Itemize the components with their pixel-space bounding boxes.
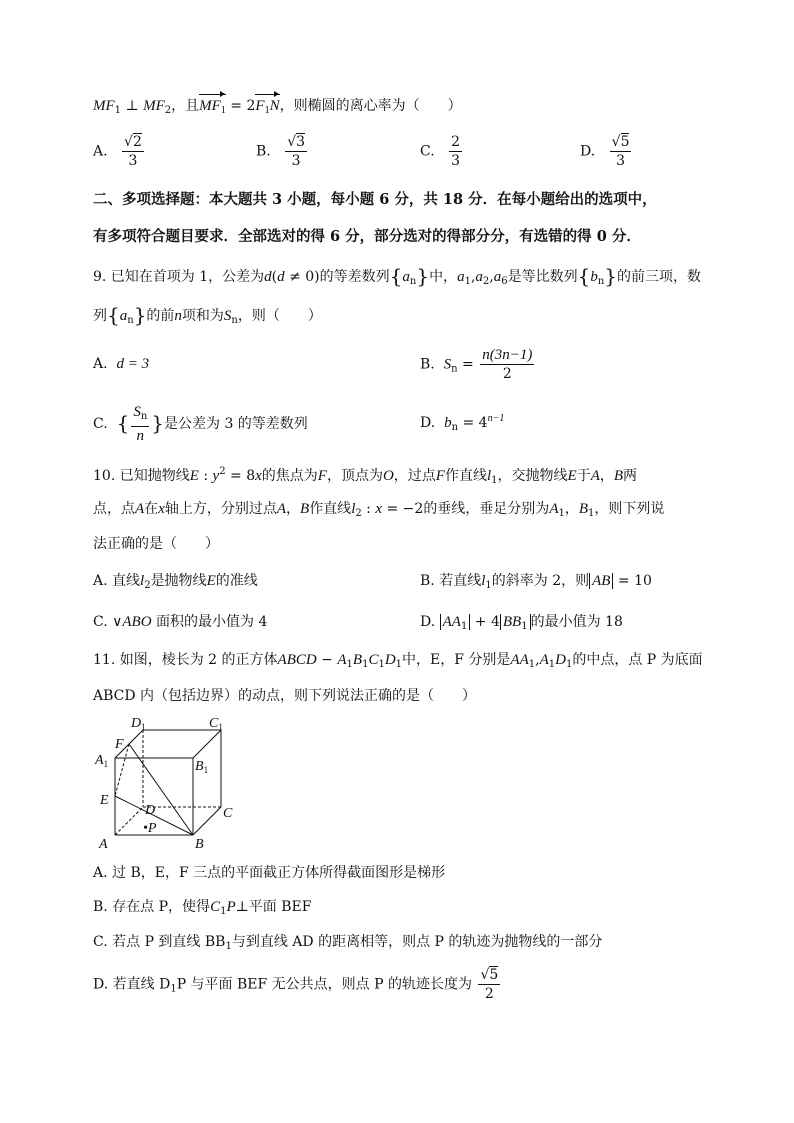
q8-condition-line: $MF_1$ ⊥ $MF_2$，且$MF_1 = 2F_1N$，则椭圆的离心率为（ ）	[93, 96, 462, 121]
q9-option-a: A. d = 3	[93, 356, 150, 372]
label-e: E	[100, 793, 109, 808]
label-p: •P	[143, 821, 157, 836]
q9-stem-line2: 列$\{a_n\}$的前n项和为$S_n$，则（ ）	[93, 303, 322, 327]
q11-option-a: A. 过 B，E，F 三点的平面截正方体所得截面图形是梯形	[93, 865, 446, 881]
q11-option-b: B. 存在点 P，使得$C_1P\perp$平面 BEF	[93, 899, 312, 917]
label-a: A	[99, 837, 108, 852]
q8-option-c: C. $\frac{2}{3}$	[420, 134, 461, 169]
label-d: D	[145, 803, 156, 818]
q11-option-c: C. 若点 P 到直线 $BB_1$与到直线 AD 的距离相等，则点 P 的轨迹为抛物线的一部分	[93, 934, 603, 952]
q8-option-b: B. $\frac{√3}{3}$	[256, 134, 306, 169]
q10-option-b: B. 若直线$l_1$的斜率为 2，则 AB = 10	[420, 573, 652, 591]
label-f: F	[115, 737, 124, 752]
q9-option-d: D. $b_n = 4^{n-1}$	[420, 413, 505, 433]
label-a1: $A_1$	[95, 753, 109, 769]
q8-option-a: A. $\frac{√2}{3}$	[93, 134, 142, 169]
q10-option-a: A. 直线$l_2$是抛物线E的准线	[93, 573, 258, 591]
q9-stem-line1: 9. 已知在首项为 1，公差为d(d ≠ 0)的等差数列$\{a_n\}$中，$a_1,a_2,a_6$是等比数列$\{b_n\}$的前三项，数	[93, 264, 702, 288]
q8-option-d: D. $\frac{√5}{3}$	[580, 134, 630, 169]
q10-stem-line1: 10. 已知抛物线E : $y^2 = 8x$的焦点为F，顶点为O，过点F作直线$l_1$，交抛物线E于A，B两	[93, 466, 638, 486]
edge-b1-c1	[193, 730, 221, 758]
q10-stem-line2: 点，点A在x轴上方，分别过点A，B作直线$l_2$ : x = −2的垂线，垂足分别为$A_1$，$B_1$，则下列说	[93, 501, 665, 519]
q10-option-c: C. ∨ABO 面积的最小值为 4	[93, 614, 268, 630]
cube-figure	[93, 712, 243, 852]
label-c: C	[223, 806, 233, 821]
q9-option-b: B. $S_n$ = $\frac{n(3n-1)}{2}$	[420, 347, 533, 382]
section2-heading-line1: 二、多项选择题：本大题共 3 小题，每小题 6 分，共 18 分．在每小题给出的选项中，	[93, 191, 657, 208]
label-b: B	[195, 837, 204, 852]
edge-a-d	[115, 807, 143, 835]
q11-stem-line2: ABCD 内（包括边界）的动点，则下列说法正确的是（ ）	[93, 688, 477, 704]
edge-b-c	[193, 807, 221, 835]
label-d1: $D_1$	[131, 716, 146, 732]
label-b1: $B_1$	[195, 759, 209, 775]
q10-option-d: D. $AA_1 + 4$ $BB_1$ 的最小值为 18	[420, 614, 623, 632]
section2-heading-line2: 有多项符合题目要求．全部选对的得 6 分，部分选对的得部分分，有选错的得 0 分．	[93, 228, 641, 245]
q9-option-c: C. { $\frac{S_n}{n}$ }是公差为 3 的等差数列	[93, 404, 308, 444]
q11-option-d: D. 若直线 $D_1P$ 与平面 BEF 无公共点，则点 P 的轨迹长度为 $\frac{√5}{2}$	[93, 967, 499, 1002]
q11-stem-line1: 11. 如图，棱长为 2 的正方体ABCD − $A_1B_1C_1D_1$中，E，F 分别是$AA_1,A_1D_1$的中点，点 P 为底面	[93, 652, 703, 670]
label-c1: $C_1$	[209, 716, 223, 732]
q10-stem-line3: 法正确的是（ ）	[93, 536, 219, 552]
